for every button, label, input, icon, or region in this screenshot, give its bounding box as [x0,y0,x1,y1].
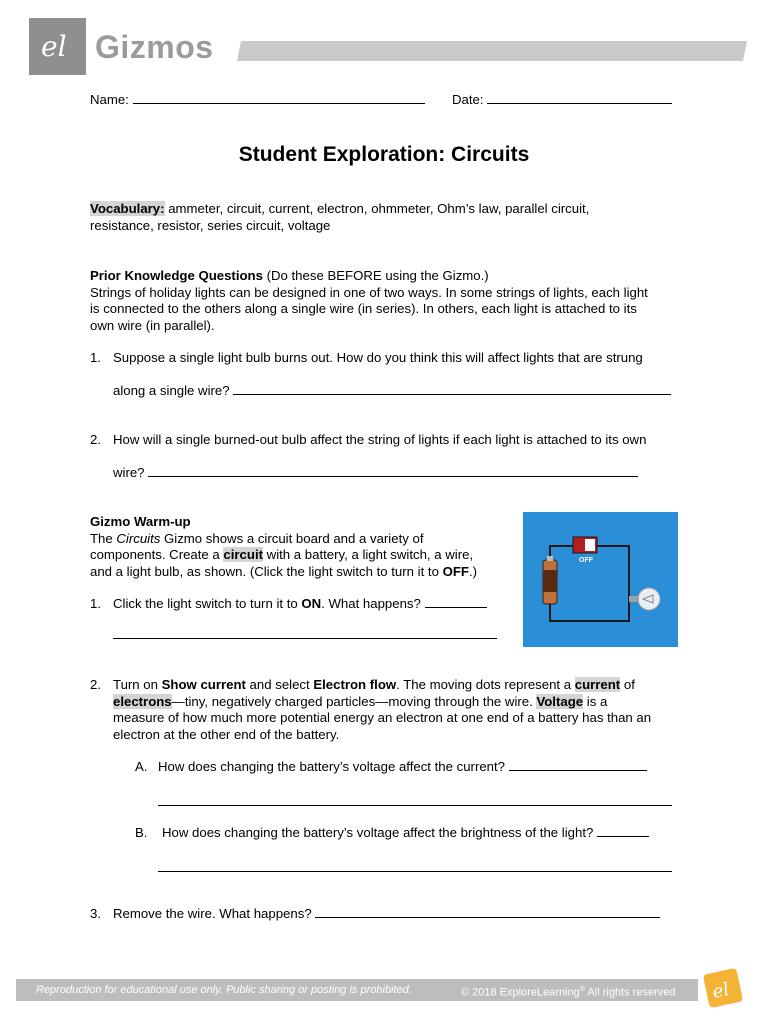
question-text: Click the light switch to turn it to [113,596,302,611]
circuit-icon [523,512,678,647]
answer-line[interactable] [425,597,487,608]
copyright-text: All rights reserved [584,986,676,999]
question-text: Remove the wire. What happens? [113,906,312,921]
warmup-question-3 [0,906,768,926]
gizmos-brand-title: Gizmos [95,29,214,65]
question-text: How does changing the battery’s voltage affect the brightness of the light? [162,825,594,840]
question-text: Turn on [113,677,162,692]
warmup-text: and a light bulb, as shown. (Click the light switch to turn it to [90,563,443,579]
question-text: of [620,677,635,692]
date-input-line[interactable] [487,93,672,104]
subquestion-label: B. [135,825,148,840]
explorelearning-logo [29,18,86,75]
footer-disclaimer: Reproduction for educational use only. Public sharing or posting is prohibited. [36,984,412,996]
warmup-text-bold: OFF [442,563,469,579]
warmup-text-italic: Circuits [116,530,161,546]
vocabulary-block [90,201,680,234]
prior-intro-line: own wire (in parallel). [90,317,215,333]
question-text: is a [583,693,608,709]
prior-knowledge-note: (Do these BEFORE using the Gizmo.) [266,268,489,283]
question-text-bold: ON [301,596,322,611]
question-text: —tiny, negatively charged particles—moving through the wire. [171,693,537,709]
question-text: along a single wire? [113,383,230,398]
subquestion-label: A. [135,759,148,774]
prior-knowledge-heading: Prior Knowledge Questions [90,268,263,283]
prior-intro-line: is connected to the others along a single wire (in series). In others, each light is attached to its [90,301,637,316]
answer-line[interactable] [158,795,672,806]
vocabulary-terms-line1: ammeter, circuit, current, electron, ohmmeter, Ohm’s law, parallel circuit, [168,201,590,216]
question-text: How will a single burned-out bulb affect the string of lights if each light is attached to its own [113,432,647,447]
question-number: 2. [90,432,101,447]
warmup-intro [90,514,515,580]
warmup-text: with a battery, a light switch, a wire, [263,547,474,562]
circuit-diagram-image [523,512,678,647]
warmup-text: Gizmo shows a circuit board and a variety of [160,530,424,546]
question-text: wire? [113,465,145,480]
subquestion-b [0,825,768,875]
question-text: electron at the other end of the battery. [113,726,340,742]
warmup-text: The [90,530,117,546]
answer-line[interactable] [158,861,672,872]
vocab-highlight: electrons [113,693,172,709]
vocab-highlight: Voltage [536,693,584,709]
answer-line[interactable] [597,826,649,837]
name-field [90,92,425,109]
question-number: 2. [90,677,101,692]
question-text: Suppose a single light bulb burns out. How do you think this will affect lights that are strung [113,350,643,365]
warmup-text: .) [468,563,478,579]
page-title: Student Exploration: Circuits [238,143,530,166]
date-field [452,92,672,109]
copyright-text: © 2018 ExploreLearning [461,986,580,999]
vocabulary-label: Vocabulary: [90,201,165,216]
question-text-bold: Electron flow [313,677,397,692]
prior-intro-line: Strings of holiday lights can be designed in one of two ways. In some strings of lights, each light [90,284,648,300]
answer-line[interactable] [233,384,671,395]
prior-question-2 [0,432,768,492]
answer-line[interactable] [315,907,660,918]
vocab-highlight: circuit [223,547,263,562]
footer-copyright [461,983,675,1000]
vocabulary-terms-line2: resistance, resistor, series circuit, voltage [90,217,331,233]
svg-text:OFF: OFF [579,557,593,564]
prior-knowledge-block [90,268,680,334]
question-text: How does changing the battery’s voltage affect the current? [158,759,506,774]
question-text: measure of how much more potential energy an electron at one end of a battery has than an [113,710,652,725]
question-text: and select [245,677,314,692]
answer-line[interactable] [509,760,647,771]
answer-line[interactable] [148,466,638,477]
prior-question-1 [0,350,768,410]
warmup-heading: Gizmo Warm-up [90,514,191,529]
warmup-question-2 [0,677,768,747]
registered-mark: ® [579,986,585,993]
question-text: . What happens? [321,596,421,611]
question-number: 3. [90,906,101,921]
warmup-text: components. Create a [90,547,224,562]
answer-line[interactable] [113,628,497,639]
footer-el-logo-icon [700,965,746,1011]
question-text: . The moving dots represent a [396,677,575,692]
header-decorative-bar [237,41,747,61]
date-label: Date: [452,92,484,107]
name-label: Name: [90,92,129,107]
question-number: 1. [90,350,101,365]
subquestion-a [0,759,768,809]
question-number: 1. [90,596,101,611]
svg-text:el: el [41,30,67,63]
question-text-bold: Show current [161,677,246,692]
warmup-question-1 [0,596,520,646]
el-logo-icon [29,18,86,75]
name-input-line[interactable] [133,93,425,104]
vocab-highlight: current [574,677,621,692]
svg-text:el: el [710,979,732,1004]
